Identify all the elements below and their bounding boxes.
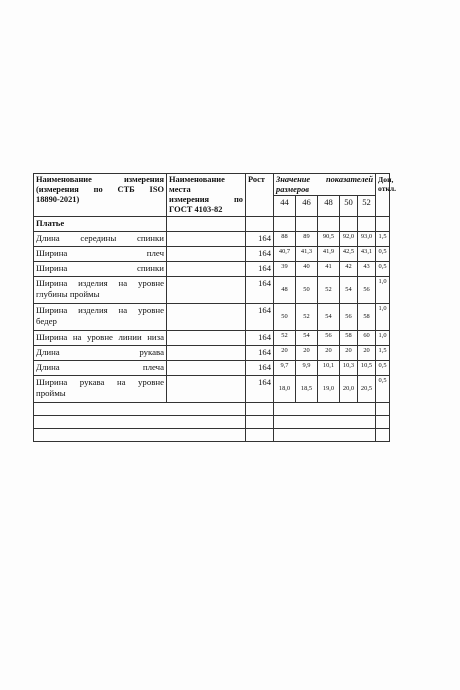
size-value: 20 [296,346,318,361]
table-row [34,304,390,331]
table-row [34,277,390,304]
size-value: 50 [274,304,296,331]
measurement-table [33,173,397,442]
measurement-name-line: Длина рукава [36,347,164,358]
size-value: 60 [358,331,376,346]
empty-cell [34,429,246,442]
header-place-line: места [169,185,191,195]
size-value: 41,9 [318,247,340,262]
header-name-line: 18890-2021) [36,195,80,205]
place-cell [167,247,246,262]
measurement-name [34,361,167,376]
measurement-name-line: Ширина изделия на уровне [36,278,164,289]
size-value: 20 [340,346,358,361]
size-value: 93,0 [358,232,376,247]
size-value: 9,9 [296,361,318,376]
deviation-value: 1,0 [376,331,390,346]
size-value: 10,5 [358,361,376,376]
size-value: 52 [274,331,296,346]
height-value: 164 [246,232,274,247]
size-value: 10,1 [318,361,340,376]
header-name-line: (измерения по СТБ ISO [36,185,164,195]
measurement-name [34,262,167,277]
measurement-name-line: Ширина изделия на уровне [36,305,164,316]
place-cell [167,277,246,304]
size-value: 92,0 [340,232,358,247]
empty-cell [376,403,390,416]
deviation-value: 0,5 [376,361,390,376]
header-values-line: размеров [276,185,310,195]
measurement-name-line: проймы [36,387,66,398]
size-value: 56 [318,331,340,346]
deviation-value: 0,5 [376,262,390,277]
table-row [34,232,390,247]
measurement-name [34,247,167,262]
size-value: 20 [318,346,340,361]
size-value: 41 [318,262,340,277]
size-value: 42,5 [340,247,358,262]
size-value: 52 [296,304,318,331]
empty-row [34,429,390,442]
empty-rows [34,403,390,442]
measurement-name [34,232,167,247]
table-row [34,376,390,403]
empty-cell [274,217,296,232]
size-value: 52 [318,277,340,304]
size-value: 20 [274,346,296,361]
height-value: 164 [246,247,274,262]
size-value: 58 [358,304,376,331]
size-50: 50 [340,196,358,217]
empty-cell [358,217,376,232]
size-value: 88 [274,232,296,247]
table-header-row [34,174,390,196]
size-value: 20 [358,346,376,361]
size-44: 44 [274,196,296,217]
size-value: 20,0 [340,376,358,403]
height-value: 164 [246,376,274,403]
height-value: 164 [246,262,274,277]
size-52: 52 [358,196,376,217]
size-value: 56 [358,277,376,304]
size-value: 54 [340,277,358,304]
place-cell [167,376,246,403]
header-dev-line: откл. [378,184,397,194]
size-value: 42 [340,262,358,277]
height-value: 164 [246,304,274,331]
header-name-line: Наименование измерения [36,175,164,184]
place-cell [167,346,246,361]
measurement-name [34,376,167,403]
size-value: 10,3 [340,361,358,376]
height-value: 164 [246,331,274,346]
empty-cell [246,403,274,416]
size-value: 54 [296,331,318,346]
measurement-name [34,346,167,361]
empty-cell [246,416,274,429]
size-value: 50 [296,277,318,304]
measurement-name-line: Длина плеча [36,362,164,373]
place-cell [167,361,246,376]
deviation-value: 1,5 [376,232,390,247]
empty-cell [274,429,376,442]
size-value: 90,5 [318,232,340,247]
place-cell [167,331,246,346]
deviation-value: 1,5 [376,346,390,361]
empty-cell [274,416,376,429]
empty-cell [274,403,376,416]
header-height: Рост [246,174,274,217]
height-value: 164 [246,346,274,361]
section-row [34,217,390,232]
header-place-name [167,174,246,217]
size-value: 9,7 [274,361,296,376]
deviation-value: 1,0 [376,304,390,331]
measurement-name-line: Ширина плеч [36,248,164,259]
size-48: 48 [318,196,340,217]
empty-cell [34,416,246,429]
empty-cell [246,429,274,442]
size-value: 56 [340,304,358,331]
empty-cell [246,217,274,232]
size-value: 20,5 [358,376,376,403]
size-value: 40,7 [274,247,296,262]
size-46: 46 [296,196,318,217]
measurement-name [34,277,167,304]
measurement-name [34,304,167,331]
table-row [34,247,390,262]
measurement-name-line: Ширина на уровне линии низа [36,332,164,343]
empty-cell [340,217,358,232]
empty-cell [167,217,246,232]
table-row [34,361,390,376]
height-value: 164 [246,361,274,376]
header-deviation [376,174,397,217]
measurement-name-line: Ширина рукава на уровне [36,377,164,388]
size-value: 18,0 [274,376,296,403]
table-row [34,262,390,277]
header-place-line: Наименование [169,175,225,184]
section-title: Платье [34,217,167,232]
measurement-name-line: Длина середины спинки [36,233,164,244]
table-row [34,346,390,361]
deviation-value: 0,5 [376,376,390,403]
measurement-name-line: глубины проймы [36,288,100,299]
empty-cell [318,217,340,232]
size-value: 58 [340,331,358,346]
place-cell [167,262,246,277]
header-place-line: ГОСТ 4103-82 [169,205,223,215]
empty-cell [34,403,246,416]
header-measurement-name [34,174,167,217]
size-value: 48 [274,277,296,304]
measurement-name-line: Ширина спинки [36,263,164,274]
empty-cell [376,416,390,429]
header-place-line: измерения по [169,195,243,205]
table-row [34,331,390,346]
empty-row [34,403,390,416]
size-value: 18,5 [296,376,318,403]
empty-cell [376,429,390,442]
header-dev-line: Доп, [378,175,394,184]
size-value: 39 [274,262,296,277]
place-cell [167,304,246,331]
empty-cell [376,217,390,232]
size-value: 43,1 [358,247,376,262]
place-cell [167,232,246,247]
table-body [34,232,390,403]
size-value: 54 [318,304,340,331]
empty-row [34,416,390,429]
header-values [274,174,376,196]
size-value: 40 [296,262,318,277]
measurement-name-line: бедер [36,315,57,326]
empty-cell [296,217,318,232]
measurement-name [34,331,167,346]
size-value: 41,3 [296,247,318,262]
size-value: 43 [358,262,376,277]
header-values-line: Значение показателей [276,175,374,184]
size-value: 89 [296,232,318,247]
height-value: 164 [246,277,274,304]
size-value: 19,0 [318,376,340,403]
deviation-value: 0,5 [376,247,390,262]
deviation-value: 1,0 [376,277,390,304]
